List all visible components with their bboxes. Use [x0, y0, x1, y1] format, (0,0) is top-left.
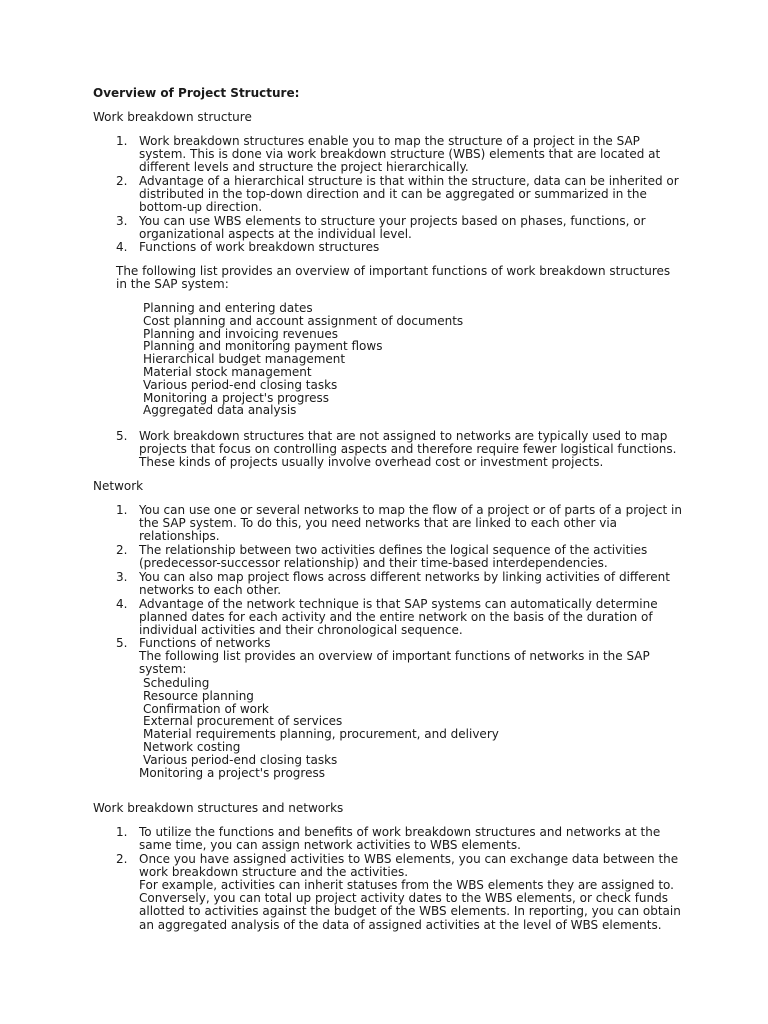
network-function-item: Network costing — [143, 739, 241, 754]
network-item-5-number: 5. — [116, 636, 128, 650]
wbs-function-item: Monitoring a project's progress — [143, 390, 329, 405]
wbs-item-1-number: 1. — [116, 134, 128, 148]
section-heading-wbs: Work breakdown structure — [93, 110, 252, 124]
network-item-4-text: Advantage of the network technique is that SAP systems can automatically determine planned dates for each activity and the entire network on the basis of the duration of individual activities and their chronological sequence. — [139, 597, 658, 638]
network-item-3-number: 3. — [116, 570, 128, 584]
wbs-item-4-number: 4. — [116, 240, 128, 254]
wbs-item-2-text: Advantage of a hierarchical structure is that within the structure, data can be inherited or distributed in the top-down direction and it can be aggregated or summarized in the bottom-up direction. — [139, 174, 679, 215]
network-function-item-last: Monitoring a project's progress — [139, 766, 325, 780]
wbs-item-3-text: You can use WBS elements to structure your projects based on phases, functions, or organizational aspects at the individual level. — [139, 214, 646, 242]
wbs-function-item: Aggregated data analysis — [143, 403, 297, 418]
section-heading-network: Network — [93, 479, 144, 493]
network-function-item: Scheduling — [143, 676, 210, 690]
wbs-item-2-number: 2. — [116, 174, 128, 188]
wbs-item-5-number: 5. — [116, 429, 128, 443]
network-item-2-number: 2. — [116, 543, 128, 557]
wbs-item-1-text: Work breakdown structures enable you to map the structure of a project in the SAP system. This is done via work breakdown structure (WBS) elements that are located at different levels and structure the project hierarchically. — [139, 134, 661, 175]
wbs-item-4-text: Functions of work breakdown structures — [139, 240, 380, 254]
wbs-functions-list — [143, 302, 463, 417]
wbs-function-item: Material stock management — [143, 364, 312, 379]
wbs-function-item: Planning and entering dates — [143, 301, 313, 315]
network-functions-intro: The following list provides an overview of important functions of networks in the SAP system: — [139, 649, 650, 677]
combined-item-2-text: Once you have assigned activities to WBS elements, you can exchange data between the work breakdown structure and the activities. — [139, 852, 679, 880]
network-function-item: Confirmation of work — [143, 701, 269, 716]
section-heading-wbs-and-networks: Work breakdown structures and networks — [93, 801, 344, 815]
wbs-function-item: Cost planning and account assignment of documents — [143, 313, 464, 328]
network-item-2-text: The relationship between two activities defines the logical sequence of the activities (predecessor-successor relationship) and their time-based interdependencies. — [139, 543, 648, 571]
document-title: Overview of Project Structure: — [93, 86, 300, 100]
wbs-function-item: Planning and invoicing revenues — [143, 326, 338, 341]
wbs-function-item: Various period-end closing tasks — [143, 377, 338, 392]
wbs-item-3-number: 3. — [116, 214, 128, 228]
combined-item-2-number: 2. — [116, 852, 128, 866]
network-functions-list — [143, 677, 499, 767]
combined-item-1-number: 1. — [116, 825, 128, 839]
network-item-5-text: Functions of networks — [139, 636, 271, 650]
wbs-function-item: Hierarchical budget management — [143, 352, 346, 367]
network-item-3-text: You can also map project flows across different networks by linking activities of different networks to each other. — [139, 570, 670, 598]
network-function-item: Resource planning — [143, 688, 254, 703]
wbs-functions-intro: The following list provides an overview of important functions of work breakdown structures in the SAP system: — [116, 264, 671, 292]
wbs-function-item: Planning and monitoring payment flows — [143, 339, 383, 354]
combined-example-paragraph: For example, activities can inherit statuses from the WBS elements they are assigned to. Conversely, you can total up project activity dates to the WBS elements, or check funds allotted to activities against the budget of the WBS elements. In reporting, you can obtain an aggregated analysis of the data of assigned activities at the level of WBS elements. — [139, 878, 681, 932]
wbs-item-5-text: Work breakdown structures that are not assigned to networks are typically used to map projects that focus on controlling aspects and therefore require fewer logistical functions. These kinds of projects usually involve overhead cost or investment projects. — [139, 429, 677, 470]
network-item-1-number: 1. — [116, 503, 128, 517]
network-item-4-number: 4. — [116, 597, 128, 611]
network-item-1-text: You can use one or several networks to map the flow of a project or of parts of a project in the SAP system. To do this, you need networks that are linked to each other via relationships. — [139, 503, 682, 544]
combined-item-1-text: To utilize the functions and benefits of work breakdown structures and networks at the same time, you can assign network activities to WBS elements. — [139, 825, 661, 853]
network-function-item: Material requirements planning, procurement, and delivery — [143, 727, 499, 742]
network-function-item: External procurement of services — [143, 714, 343, 729]
network-function-item: Various period-end closing tasks — [143, 752, 338, 767]
